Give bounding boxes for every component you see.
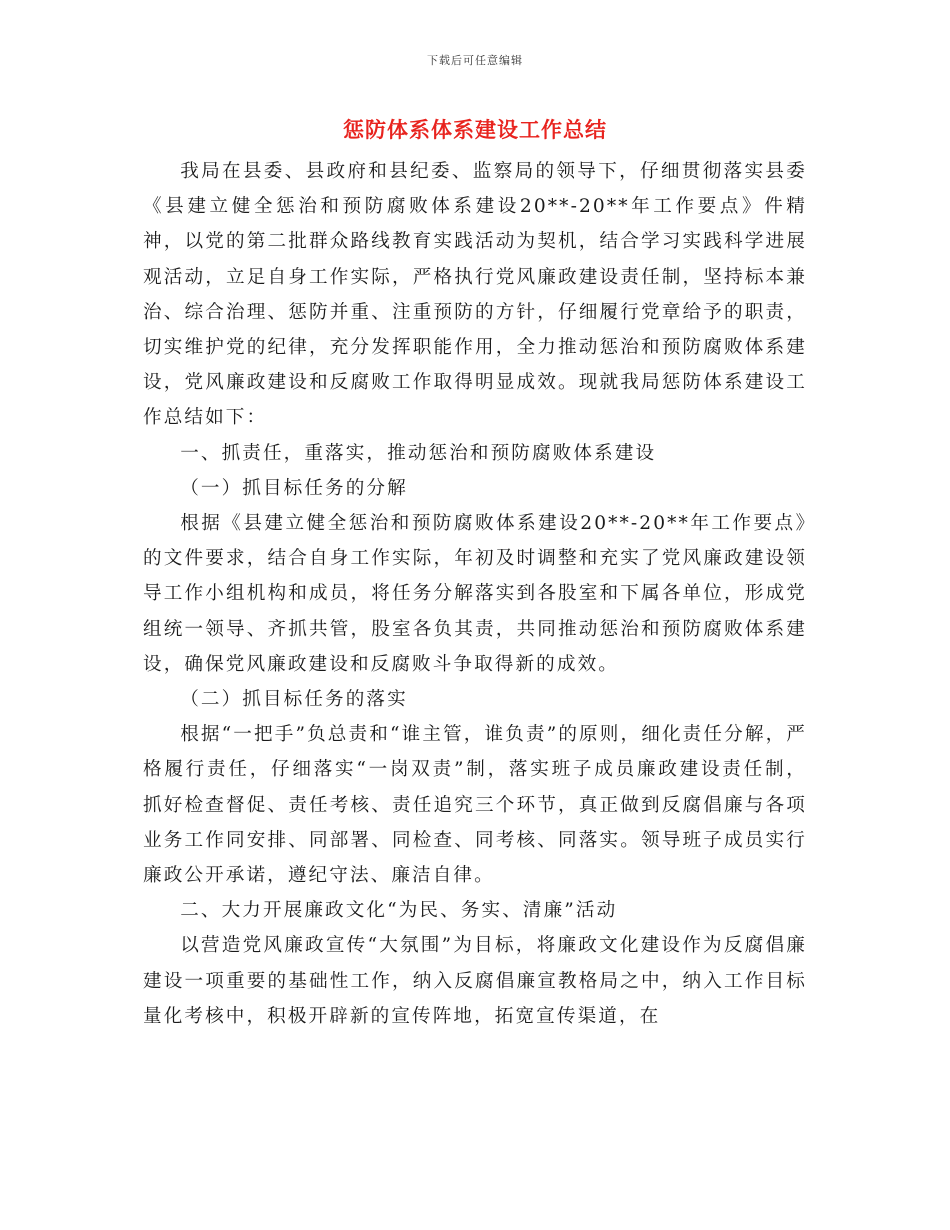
subsection-heading-1-1: （一）抓目标任务的分解 xyxy=(180,477,408,499)
section-heading-2: 二、大力开展廉政文化“为民、务实、清廉”活动 xyxy=(180,900,618,922)
page-header-note: 下载后可任意编辑 xyxy=(427,54,523,67)
paragraph-1-1: 根据《县建立健全惩治和预防腐败体系建设20**-20**年工作要点》的文件要求，结合自身工作实际，年初及时调整和充实了党风廉政建设领导工作小组机构和成员，将任务分解落实到各股室和下属各单位，形成党组统一领导、齐抓共管，股室各负其责，共同推动惩治和预防腐败体系建设，确保党风廉政建设和反腐败斗争取得新的成效。 xyxy=(143,513,807,675)
paragraph-1-2: 根据“一把手”负总责和“谁主管，谁负责”的原则，细化责任分解，严格履行责任，仔细落实“一岗双责”制，落实班子成员廉政建设责任制，抓好检查督促、责任考核、责任追究三个环节，真正做到反腐倡廉与各项业务工作同安排、同部署、同检查、同考核、同落实。领导班子成员实行廉政公开承诺，遵纪守法、廉洁自律。 xyxy=(143,724,807,887)
paragraph-2: 以营造党风廉政宣传“大氛围”为目标，将廉政文化建设作为反腐倡廉建设一项重要的基础性工作，纳入反腐倡廉宣教格局之中，纳入工作目标量化考核中，积极开辟新的宣传阵地，拓宽宣传渠道，在 xyxy=(143,935,807,1027)
section-heading-1: 一、抓责任，重落实，推动惩治和预防腐败体系建设 xyxy=(180,442,657,464)
subsection-heading-1-2: （二）抓目标任务的落实 xyxy=(180,689,408,711)
paragraph-intro: 我局在县委、县政府和县纪委、监察局的领导下，仔细贯彻落实县委《县建立健全惩治和预防腐败体系建设20**-20**年工作要点》件精神，以党的第二批群众路线教育实践活动为契机，结合学习实践科学进展观活动，立足自身工作实际，严格执行党风廉政建设责任制，坚持标本兼治、综合治理、惩防并重、注重预防的方针，仔细履行党章给予的职责，切实维护党的纪律，充分发挥职能作用，全力推动惩治和预防腐败体系建设，党风廉政建设和反腐败工作取得明显成效。现就我局惩防体系建设工作总结如下： xyxy=(143,161,807,429)
document-title: 惩防体系体系建设工作总结 xyxy=(343,117,607,142)
document-body xyxy=(143,154,807,1034)
